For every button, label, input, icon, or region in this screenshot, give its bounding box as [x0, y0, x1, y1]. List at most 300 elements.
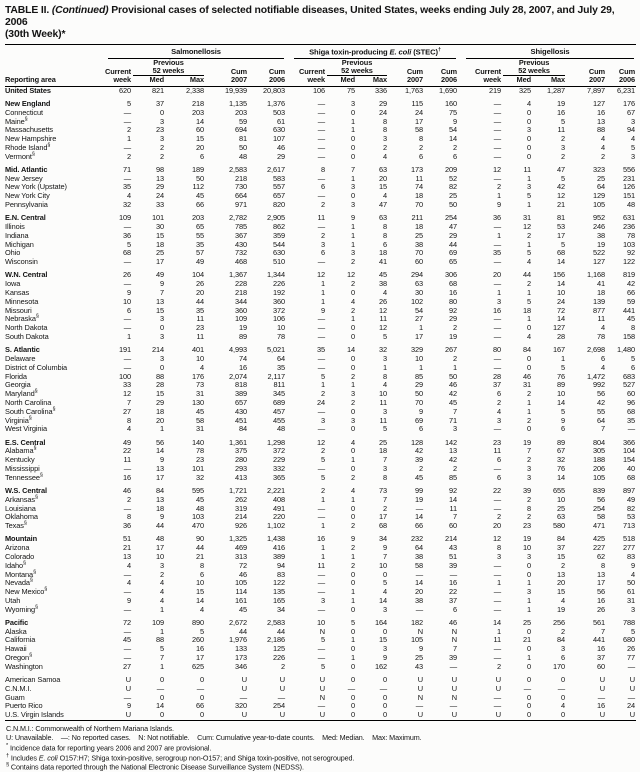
value-cell: 4	[601, 362, 606, 372]
value-cell: 14	[155, 446, 164, 456]
value-cell: 25	[378, 437, 387, 447]
value-cell: 106	[312, 85, 325, 95]
value-cell: 625	[191, 661, 204, 671]
value-cell: 220	[272, 512, 285, 522]
value-cell: 0	[350, 191, 355, 201]
value-cell: 5	[320, 371, 325, 381]
value-cell: 246	[593, 222, 606, 232]
value-cell: 22	[449, 587, 458, 597]
value-cell: 1	[497, 578, 502, 588]
value-cell: 78	[195, 446, 204, 456]
value-cell: 1	[497, 288, 502, 298]
value-cell: 140	[191, 437, 204, 447]
value-cell: 102	[410, 296, 423, 306]
value-cell: 81	[238, 134, 247, 144]
value-cell: U	[417, 675, 423, 685]
value-cell: —	[317, 424, 325, 434]
value-cell: 631	[623, 213, 636, 223]
value-cell: 18	[155, 503, 164, 513]
value-cell: —	[493, 116, 502, 126]
value-cell: 14	[449, 494, 458, 504]
value-cell: —	[493, 494, 502, 504]
value-cell: —	[239, 692, 247, 702]
y2006-header-g0: 2006	[248, 76, 286, 86]
value-cell: 7	[601, 626, 606, 636]
value-cell: —	[123, 362, 131, 372]
value-cell: 19	[523, 437, 532, 447]
value-cell: 38	[414, 595, 423, 605]
value-cell: 332	[272, 463, 285, 473]
value-cell: 16	[557, 107, 566, 117]
value-cell: 35	[493, 248, 502, 258]
value-cell: 819	[623, 270, 636, 280]
value-cell: U	[599, 683, 606, 693]
value-cell: 72	[557, 305, 566, 315]
value-cell: 4,993	[229, 345, 247, 355]
value-cell: 2,583	[267, 617, 285, 627]
value-cell: 1	[320, 551, 325, 561]
value-cell: 21	[122, 543, 131, 553]
value-cell: 78	[276, 332, 285, 342]
value-cell: 1,298	[267, 437, 285, 447]
value-cell: 13	[155, 494, 164, 504]
reporting-area-cell: New England	[5, 98, 51, 108]
value-cell: 14	[557, 314, 566, 324]
reporting-area-cell: Alaska	[5, 626, 27, 636]
value-cell: 0	[561, 692, 566, 702]
value-cell: 88	[155, 371, 164, 381]
value-cell: —	[493, 595, 502, 605]
value-cell: 8	[320, 164, 325, 174]
value-cell: 12	[557, 191, 566, 201]
value-cell: 18	[155, 406, 164, 416]
value-cell: U	[495, 675, 502, 685]
value-cell: 34	[378, 534, 387, 544]
value-cell: 158	[623, 332, 636, 342]
value-cell: 2	[159, 569, 164, 579]
value-cell: 165	[272, 595, 285, 605]
value-cell: —	[317, 257, 325, 267]
value-cell: —	[123, 323, 131, 333]
value-cell: 0	[350, 503, 355, 513]
value-cell: 683	[623, 371, 636, 381]
value-cell: —	[123, 653, 131, 663]
value-cell: 0	[350, 151, 355, 161]
value-cell: 9	[453, 116, 458, 126]
header-blank	[458, 59, 502, 67]
value-cell: 192	[272, 288, 285, 298]
table-row-united-states	[5, 86, 636, 95]
value-cell: 595	[191, 485, 204, 495]
value-cell: 29	[155, 397, 164, 407]
value-cell: 389	[234, 389, 247, 399]
value-cell: 109	[151, 617, 164, 627]
value-cell: 1,325	[229, 534, 247, 544]
value-cell: 17	[557, 230, 566, 240]
value-cell: —	[317, 323, 325, 333]
value-cell: 105	[593, 472, 606, 482]
value-cell: 203	[234, 107, 247, 117]
reporting-area-cell: Wisconsin	[5, 257, 38, 267]
value-cell: 2	[159, 142, 164, 152]
value-cell: 29	[378, 98, 387, 108]
value-cell: 2	[280, 661, 285, 671]
value-cell: 15	[155, 389, 164, 399]
reporting-area-cell: Colorado	[5, 551, 35, 561]
value-cell: 4	[631, 569, 636, 579]
value-cell: 16	[449, 288, 458, 298]
value-cell: 99	[414, 485, 423, 495]
table-row-tennessee	[5, 474, 636, 483]
value-cell: —	[123, 503, 131, 513]
reporting-area-cell: Minnesota	[5, 296, 39, 306]
value-cell: 214	[234, 512, 247, 522]
value-cell: 3	[320, 239, 325, 249]
value-cell: 24	[414, 107, 423, 117]
value-cell: 0	[350, 446, 355, 456]
value-cell: 84	[238, 424, 247, 434]
value-cell: 45	[238, 604, 247, 614]
value-cell: 32	[122, 200, 131, 210]
value-cell: 6	[418, 151, 423, 161]
value-cell: 13	[597, 116, 606, 126]
value-cell: 13	[449, 446, 458, 456]
value-cell: —	[415, 701, 423, 711]
value-cell: —	[123, 463, 131, 473]
value-cell: 10	[122, 296, 131, 306]
value-cell: 90	[195, 534, 204, 544]
value-cell: 425	[593, 534, 606, 544]
value-cell: 5	[527, 248, 532, 258]
value-cell: 992	[593, 380, 606, 390]
value-cell: —	[317, 587, 325, 597]
value-cell: 18	[378, 446, 387, 456]
value-cell: 60	[449, 521, 458, 531]
value-cell: 5	[199, 626, 204, 636]
table-row-west-virginia	[5, 425, 636, 434]
value-cell: —	[493, 173, 502, 183]
reporting-area-header: Reporting area	[5, 76, 100, 86]
value-cell: 16	[316, 534, 325, 544]
value-cell: 3	[382, 406, 387, 416]
value-cell: 6,231	[617, 85, 636, 95]
value-cell: 8	[382, 230, 387, 240]
reporting-area-cell: C.N.M.I.	[5, 683, 32, 693]
value-cell: 367	[234, 230, 247, 240]
value-cell: 0	[350, 323, 355, 333]
value-cell: 0	[527, 560, 532, 570]
value-cell: 28	[493, 371, 502, 381]
reporting-area-cell: W.S. Central	[5, 485, 47, 495]
value-cell: 17	[155, 472, 164, 482]
value-cell: 1	[350, 653, 355, 663]
value-cell: 2	[561, 626, 566, 636]
value-cell: U	[248, 711, 286, 720]
value-cell: 2	[350, 543, 355, 553]
value-cell: 54	[449, 125, 458, 135]
value-cell: —	[123, 354, 131, 363]
value-cell: 3	[350, 200, 355, 210]
value-cell: 101	[151, 213, 164, 223]
value-cell: 70	[414, 200, 423, 210]
value-cell: 15	[195, 134, 204, 144]
value-cell: 17	[155, 257, 164, 267]
value-cell: 2,617	[267, 164, 285, 174]
value-cell: 25	[414, 653, 423, 663]
value-cell: 31	[195, 424, 204, 434]
value-cell: 2	[350, 279, 355, 289]
value-cell: 112	[192, 182, 204, 192]
value-cell: 12	[346, 270, 355, 280]
value-cell: 2	[527, 415, 532, 425]
value-cell: 3	[350, 389, 355, 399]
value-cell: 657	[272, 191, 285, 201]
value-cell: 49	[122, 437, 131, 447]
value-cell: 31	[627, 595, 636, 605]
value-cell: 206	[593, 463, 606, 473]
value-cell: 218	[234, 173, 247, 183]
value-cell: —	[123, 587, 131, 597]
value-cell: 6	[320, 182, 325, 192]
value-cell: 416	[272, 543, 285, 553]
value-cell: 1	[527, 653, 532, 663]
y2007-header-g2: 2007	[566, 76, 606, 86]
value-cell: —	[317, 116, 325, 126]
value-cell: 23	[523, 521, 532, 531]
value-cell: 3	[497, 296, 502, 306]
reporting-area-cell: Georgia	[5, 380, 31, 390]
value-cell: 4	[631, 134, 636, 144]
value-cell: 1,135	[229, 98, 247, 108]
value-cell: 15	[378, 182, 387, 192]
value-cell: 4	[382, 587, 387, 597]
value-cell: 11	[597, 314, 606, 324]
value-cell: 80	[449, 296, 458, 306]
value-cell: 70	[414, 397, 423, 407]
max-header-g1: Max	[356, 76, 388, 86]
value-cell: 788	[623, 617, 636, 627]
value-cell: 1,480	[617, 345, 636, 355]
value-cell: 7	[453, 406, 458, 416]
value-cell: 11	[123, 455, 131, 465]
value-cell: 1	[350, 125, 355, 135]
value-cell: 2	[527, 494, 532, 504]
value-cell: 61	[276, 116, 285, 126]
value-cell: 36	[122, 521, 131, 531]
value-cell: 3	[320, 415, 325, 425]
value-cell: 51	[449, 551, 458, 561]
value-cell: 1	[320, 521, 325, 531]
value-cell: 75	[449, 107, 458, 117]
value-cell: 65	[449, 257, 458, 267]
value-cell: 83	[276, 569, 285, 579]
value-cell: 74	[238, 354, 247, 363]
value-cell: 14	[557, 257, 566, 267]
value-cell: 11	[317, 213, 325, 223]
value-cell: 1,763	[405, 85, 423, 95]
value-cell: —	[156, 683, 164, 693]
value-cell: 2	[418, 463, 423, 473]
value-cell: 1,690	[439, 85, 458, 95]
value-cell: —	[123, 116, 131, 126]
value-cell: 389	[272, 551, 285, 561]
value-cell: 1	[320, 288, 325, 298]
value-cell: 0	[382, 701, 387, 711]
value-cell: 583	[272, 173, 285, 183]
value-cell: 0	[159, 323, 164, 333]
value-cell: 6	[320, 248, 325, 258]
value-cell: —	[317, 125, 325, 135]
value-cell: 821	[151, 85, 164, 95]
value-cell: 68	[378, 521, 387, 531]
value-cell: 366	[623, 437, 636, 447]
value-cell: 254	[445, 213, 458, 223]
value-cell: —	[493, 604, 502, 614]
value-cell: 19	[238, 323, 247, 333]
reporting-area-cell: Mountain	[5, 534, 38, 544]
header-blank	[205, 59, 248, 67]
value-cell: 3	[382, 134, 387, 144]
value-cell: N	[417, 626, 423, 636]
value-cell: 35	[195, 305, 204, 315]
value-cell: 11	[379, 415, 387, 425]
value-cell: 41	[597, 279, 606, 289]
value-cell: 16	[597, 107, 606, 117]
value-cell: 30	[155, 222, 164, 232]
value-cell: 72	[238, 560, 247, 570]
y2007-header-g1: 2007	[388, 76, 424, 86]
value-cell: 1	[418, 323, 423, 333]
value-cell: 70	[414, 248, 423, 258]
value-cell: 1	[350, 173, 355, 183]
value-cell: 32	[378, 345, 387, 355]
value-cell: 1	[418, 362, 423, 372]
header-blank	[100, 59, 132, 67]
value-cell: 46	[238, 569, 247, 579]
value-cell: 54	[414, 305, 423, 315]
reporting-area-cell: South Dakota	[5, 332, 49, 342]
value-cell: 25	[449, 191, 458, 201]
value-cell: 24	[378, 107, 387, 117]
value-cell: 4	[561, 701, 566, 711]
value-cell: 0	[527, 116, 532, 126]
value-cell: 167	[553, 345, 566, 355]
value-cell: 10	[195, 354, 204, 363]
value-cell: 6	[601, 354, 606, 363]
value-cell: —	[493, 134, 502, 144]
cum-label-2006-g2: Cum	[618, 67, 636, 77]
reporting-area-cell: District of Columbia	[5, 362, 68, 372]
value-cell: 2	[453, 142, 458, 152]
value-cell: 10	[155, 551, 164, 561]
value-cell: 1	[320, 543, 325, 553]
value-cell: 13	[557, 569, 566, 579]
value-cell: N	[451, 626, 458, 636]
value-cell: —	[493, 332, 502, 342]
value-cell: 57	[195, 248, 204, 258]
value-cell: 50	[238, 142, 247, 152]
value-cell: 441	[623, 305, 636, 315]
value-cell: —	[123, 107, 131, 117]
value-cell: 7	[159, 288, 164, 298]
value-cell: 50	[449, 200, 458, 210]
value-cell: 818	[234, 380, 247, 390]
value-cell: 50	[449, 371, 458, 381]
value-cell: 231	[623, 173, 636, 183]
value-cell: U	[279, 683, 285, 693]
value-cell: 12	[316, 437, 325, 447]
value-cell: 67	[557, 446, 566, 456]
value-cell: —	[317, 406, 325, 416]
value-cell: 9	[631, 560, 636, 570]
value-cell: 2	[527, 230, 532, 240]
value-cell: 14	[449, 134, 458, 144]
value-cell: 0	[350, 701, 355, 711]
value-cell: 29	[276, 151, 285, 161]
value-cell: 365	[272, 472, 285, 482]
value-cell: 10	[276, 323, 285, 333]
value-cell: 219	[489, 85, 502, 95]
value-cell: 7	[159, 653, 164, 663]
value-cell: 8	[497, 543, 502, 553]
value-cell: 2	[350, 397, 355, 407]
cum-label-2006-g1: Cum	[440, 67, 458, 77]
value-cell: 630	[272, 125, 285, 135]
value-cell: 5	[631, 354, 636, 363]
value-cell: U	[606, 711, 636, 720]
value-cell: 36	[493, 213, 502, 223]
value-cell: 2	[497, 182, 502, 192]
value-cell: 48	[627, 200, 636, 210]
value-cell: 61	[627, 587, 636, 597]
value-cell: 2	[320, 485, 325, 495]
value-cell: 5	[382, 332, 387, 342]
value-cell: 0	[527, 151, 532, 161]
value-cell: 59	[627, 296, 636, 306]
value-cell: 103	[191, 512, 204, 522]
value-cell: 10	[378, 560, 387, 570]
value-cell: 2	[418, 142, 423, 152]
value-cell: 88	[155, 635, 164, 645]
value-cell: 23	[155, 125, 164, 135]
value-cell: 226	[272, 653, 285, 663]
value-cell: 18	[378, 248, 387, 258]
value-cell: 84	[523, 345, 532, 355]
value-cell: 63	[378, 164, 387, 174]
value-cell: 1	[126, 332, 131, 342]
value-cell: 21	[195, 551, 204, 561]
value-cell: 5	[320, 635, 325, 645]
reporting-area-cell: E.S. Central	[5, 437, 46, 447]
value-cell: 27	[414, 314, 423, 324]
value-cell: —	[493, 692, 502, 702]
value-cell: 4	[382, 380, 387, 390]
value-cell: 42	[627, 279, 636, 289]
value-cell: 5	[320, 472, 325, 482]
value-cell: 3	[159, 332, 164, 342]
footnote-5: § Contains data reported through the National Electronic Disease Surveillance System (NEDSS).	[6, 762, 304, 772]
value-cell: 1	[126, 134, 131, 144]
value-cell: 2	[561, 151, 566, 161]
value-cell: 5,021	[267, 345, 285, 355]
value-cell: 17	[414, 332, 423, 342]
value-cell: 160	[445, 98, 458, 108]
value-cell: 9	[159, 279, 164, 289]
value-cell: 17	[195, 653, 204, 663]
value-cell: 11	[196, 332, 204, 342]
table-row-wyoming	[5, 606, 636, 615]
value-cell: 47	[449, 222, 458, 232]
